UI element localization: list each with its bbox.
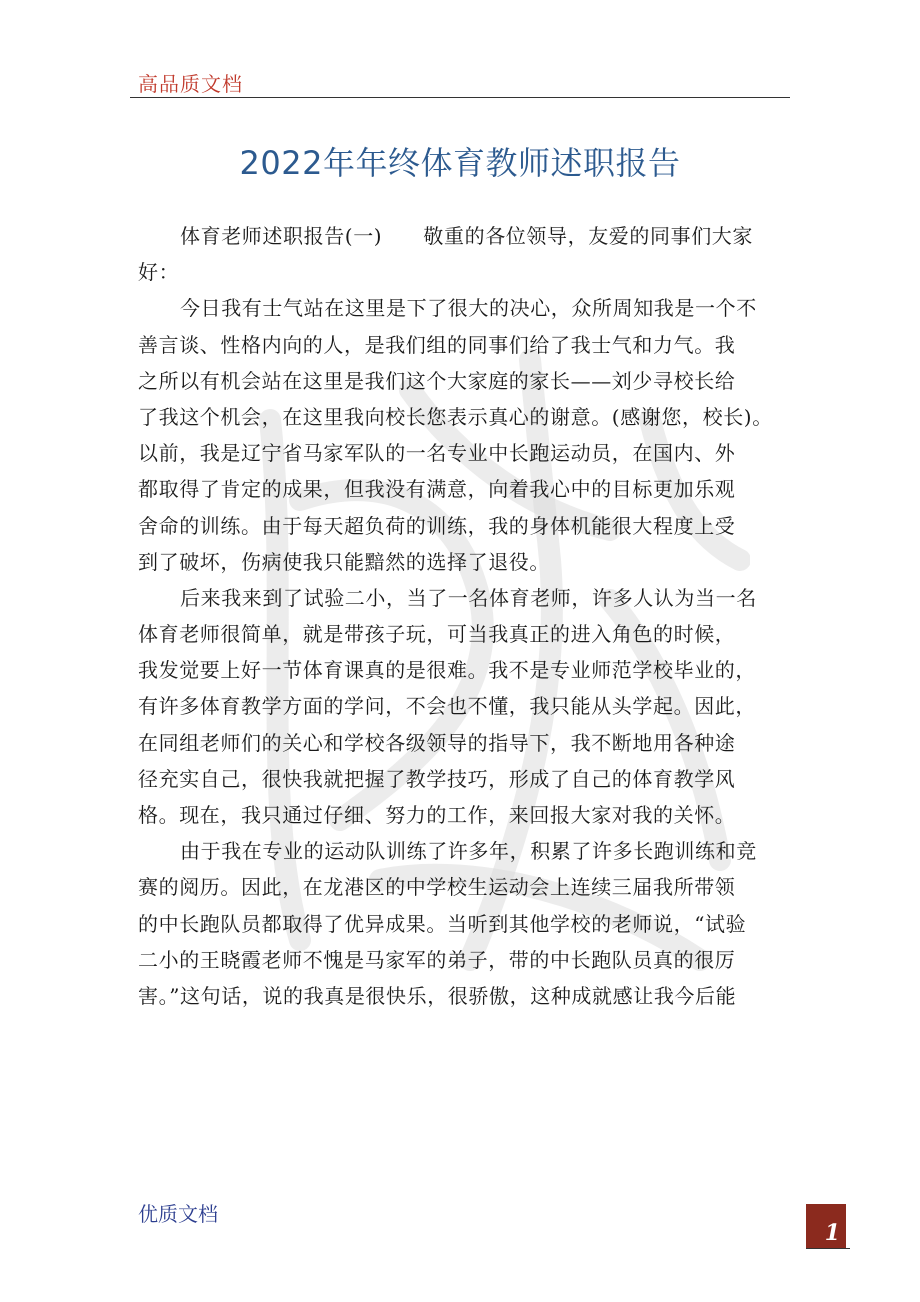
body-line: 今日我有士气站在这里是下了很大的决心，众所周知我是一个不 <box>180 296 757 321</box>
body-line: 径充实自己，很快我就把握了教学技巧，形成了自己的体育教学风 <box>138 766 736 791</box>
body-line: 善言谈、性格内向的人，是我们组的同事们给了我士气和力气。我 <box>138 332 736 357</box>
body-line: 在同组老师们的关心和学校各级领导的指导下，我不断地用各种途 <box>138 730 736 755</box>
body-line: 之所以有机会站在这里是我们这个大家庭的家长——刘少寻校长给 <box>138 368 736 393</box>
body-line: 体育老师很简单，就是带孩子玩，可当我真正的进入角色的时候， <box>138 622 736 647</box>
body-line: 害。”这句话，说的我真是很快乐，很骄傲，这种成就感让我今后能 <box>138 983 737 1008</box>
body-line: 的中长跑队员都取得了优异成果。当听到其他学校的老师说，“试验 <box>138 911 747 936</box>
body-line: 体育老师述职报告(一) 敬重的各位领导，友爱的同事们大家 <box>180 224 754 248</box>
header-divider <box>130 97 790 98</box>
body-line: 格。现在，我只通过仔细、努力的工作，来回报大家对我的关怀。 <box>138 803 736 827</box>
header-brand: 高品质文档 <box>138 72 243 96</box>
body-line: 好： <box>138 260 180 285</box>
body-line: 到了破坏，伤病使我只能黯然的选择了退役。 <box>138 549 550 574</box>
footer-brand: 优质文档 <box>138 1202 218 1226</box>
document-body <box>138 218 818 1014</box>
body-line: 有许多体育教学方面的学问，不会也不懂，我只能从头学起。因此， <box>138 694 756 719</box>
body-line: 由于我在专业的运动队训练了许多年，积累了许多长跑训练和竞 <box>180 839 757 864</box>
page-number-badge <box>806 1204 846 1248</box>
body-line: 以前，我是辽宁省马家军队的一名专业中长跑运动员，在国内、外 <box>138 441 736 466</box>
body-line: 二小的王晓霞老师不愧是马家军的弟子，带的中长跑队员真的很厉 <box>138 947 736 972</box>
footer-divider <box>806 1248 850 1249</box>
body-line: 了我这个机会，在这里我向校长您表示真心的谢意。(感谢您，校长)。 <box>138 404 773 429</box>
page-number: 1 <box>824 1220 840 1246</box>
body-line: 都取得了肯定的成果，但我没有满意，向着我心中的目标更加乐观 <box>138 477 736 502</box>
document-title: 2022年年终体育教师述职报告 <box>239 144 681 182</box>
body-line: 后来我来到了试验二小，当了一名体育老师，许多人认为当一名 <box>180 585 757 610</box>
body-line: 赛的阅历。因此，在龙港区的中学校生运动会上连续三届我所带领 <box>138 875 736 900</box>
body-line: 舍命的训练。由于每天超负荷的训练，我的身体机能很大程度上受 <box>138 513 736 538</box>
body-line: 我发觉要上好一节体育课真的是很难。我不是专业师范学校毕业的， <box>138 658 756 683</box>
